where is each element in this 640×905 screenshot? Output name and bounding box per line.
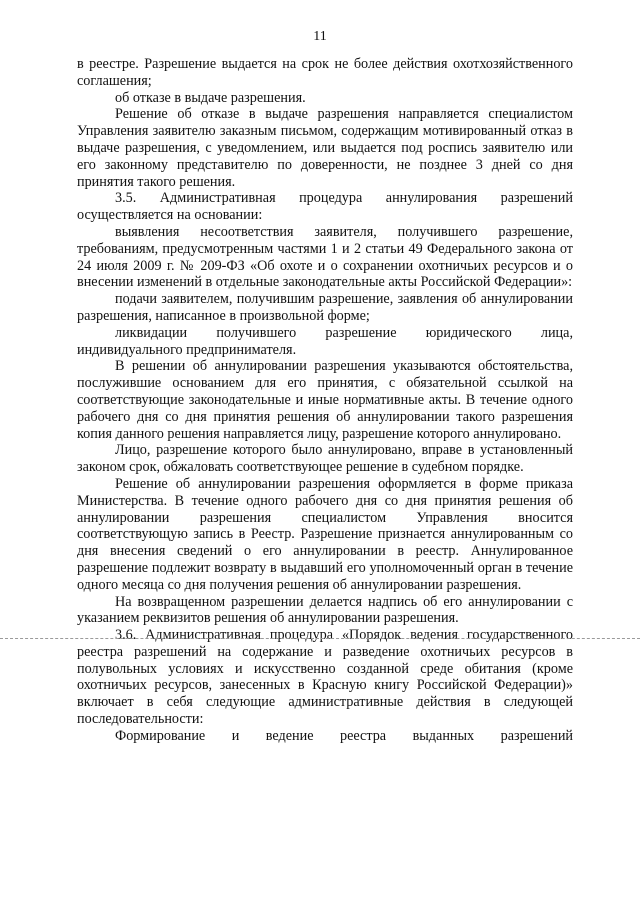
paragraph: подачи заявителем, получившим разрешение, заявления об аннулировании разрешения, написанное в произвольной форме;: [77, 291, 573, 324]
paragraph: ликвидации получившего разрешение юридического лица, индивидуального предпринимателя.: [77, 324, 573, 358]
paragraph: в реестре. Разрешение выдается на срок не более действия охотхозяйственного соглашения;: [77, 56, 573, 89]
paragraph: Решение об отказе в выдаче разрешения направляется специалистом Управления заявителю заказным письмом, содержащим мотивированный отказ в выдаче разрешения, с уведомлением, или выдается под роспись заявителю или его законному представителю по доверенности, не позднее 3 дней со дня принятия такого решения.: [77, 106, 573, 190]
paragraph: Решение об аннулировании разрешения оформляется в форме приказа Министерства. В течение одного рабочего дня со дня принятия решения об аннулировании разрешения специалистом Управления вносится соответствующую запись в Реестр. Разрешение признается аннулированным со дня внесения сведений о его аннулировании в реестр. Аннулированное разрешение подлежит возврату в выдавший его уполномоченный орган в течение одного месяца со дня получения решения об аннулировании разрешения.: [77, 475, 573, 593]
document-body: [77, 56, 573, 745]
paragraph: Лицо, разрешение которого было аннулировано, вправе в установленный законом срок, обжаловать соответствующее решение в судебном порядке.: [77, 442, 573, 476]
paragraph: На возвращенном разрешении делается надпись об его аннулировании с указанием реквизитов решения об аннулировании разрешения.: [77, 593, 573, 627]
page-number: 11: [313, 29, 327, 44]
paragraph: об отказе в выдаче разрешения.: [115, 89, 306, 106]
paragraph: выявления несоответствия заявителя, получившего разрешение, требованиям, предусмотренным частями 1 и 2 статьи 49 Федерального закона от 24 июля 2009 г. № 209-ФЗ «Об охоте и о сохранении охотничьих ресурсов и о внесении изменений в отдельные законодательные акты Российской Федерации»:: [77, 223, 573, 291]
paragraph: В решении об аннулировании разрешения указываются обстоятельства, послужившие основанием для его принятия, с обязательной ссылкой на соответствующие законодательные и иные нормативные акты. В течение одного рабочего дня со дня принятия решения об аннулировании такого разрешения копия данного решения направляется лицу, разрешение которого аннулировано.: [77, 358, 573, 442]
scan-artifact-line: [0, 638, 640, 639]
paragraph: 3.6. Административная процедура «Порядок ведения государственного реестра разрешений на содержание и разведение охотничьих ресурсов в полувольных условиях и искусственно созданной среде обитания (кроме охотничьих ресурсов, занесенных в Красную книгу Российской Федерации)» включает в себя следующие административные действия в следующей последовательности:: [77, 627, 573, 728]
paragraph: Формирование и ведение реестра выданных разрешений: [115, 727, 573, 744]
paragraph: 3.5. Административная процедура аннулирования разрешений осуществляется на основании:: [77, 190, 573, 224]
